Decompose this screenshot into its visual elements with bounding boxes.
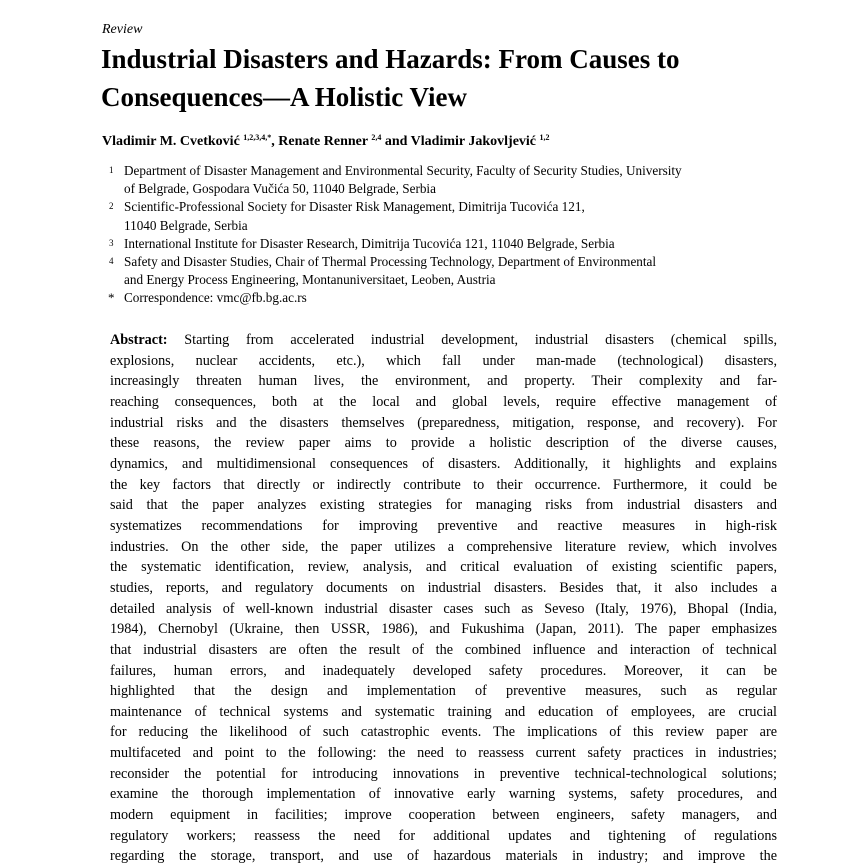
- abstract-line: said that the paper analyzes existing strategies for managing risks from industrial disasters and: [110, 497, 777, 514]
- author-name[interactable]: Vladimir M. Cvetković: [102, 134, 240, 149]
- affiliation-item: [102, 235, 782, 253]
- abstract-label: Abstract:: [110, 332, 168, 348]
- author-name[interactable]: Renate Renner: [278, 134, 368, 149]
- correspondence-email[interactable]: Correspondence: vmc@fb.bg.ac.rs: [124, 290, 307, 306]
- abstract-line: multifaceted and point to the following: the need to reassess current safety practices in industries;: [110, 745, 777, 762]
- abstract-line: regarding the storage, transport, and use of hazardous materials in industry; and improve the: [110, 848, 777, 865]
- author-affiliation-ref: 2,4: [371, 133, 382, 142]
- correspondence-item: [102, 289, 782, 307]
- abstract-line: industrial risks and the disasters themselves (preparedness, mitigation, response, and recovery). For: [110, 414, 777, 431]
- abstract-line: explosions, nuclear accidents, etc.), which fall under man-made (technological) disasters,: [110, 352, 777, 369]
- affiliation-line: Safety and Disaster Studies, Chair of Thermal Processing Technology, Department of Environmental: [124, 254, 657, 270]
- abstract-line: 1984), Chernobyl (Ukraine, then USSR, 1986), and Fukushima (Japan, 2011). The paper emphasizes: [110, 621, 777, 638]
- abstract-line: reaching consequences, both at the local and global levels, require effective management of: [110, 393, 777, 410]
- abstract-line: systematizes recommendations for improving preventive and reactive measures in high-risk: [110, 517, 777, 534]
- affiliation-line: Scientific-Professional Society for Disaster Risk Management, Dimitrija Tucovića 121,: [124, 199, 585, 215]
- abstract-line: industries. On the other side, the paper utilizes a comprehensive literature review, which involves: [110, 538, 777, 555]
- author-list: [102, 133, 550, 151]
- abstract-line: these reasons, the review paper aims to provide a holistic description of the diverse causes,: [110, 435, 777, 452]
- affiliation-marker: 2: [109, 201, 114, 212]
- abstract-line: highlighted that the design and implementation of preventive measures, such as regular: [110, 683, 777, 700]
- affiliation-marker: 1: [109, 165, 114, 175]
- author-affiliation-ref: 1,2,3,4,*: [243, 133, 272, 142]
- abstract: [110, 330, 777, 867]
- author-name[interactable]: Vladimir Jakovljević: [410, 134, 537, 149]
- abstract-line: the systematic identification, review, analysis, and critical evaluation of existing scientific papers,: [110, 559, 777, 576]
- abstract-line: dynamics, and multidimensional consequences of disasters. Additionally, it highlights and explains: [110, 455, 777, 472]
- abstract-line: modern equipment in facilities; improve cooperation between engineers, safety managers, and: [110, 807, 777, 824]
- affiliation-list: [102, 162, 782, 308]
- affiliation-line: International Institute for Disaster Research, Dimitrija Tucovića 121, 11040 Belgrade, Serbia: [124, 235, 615, 251]
- correspondence-marker: *: [108, 290, 115, 306]
- abstract-line: studies, reports, and regulatory documents on industrial disasters. Besides that, it also includes a: [110, 579, 777, 596]
- affiliation-marker: 4: [109, 256, 114, 267]
- abstract-line: the key factors that directly or indirectly contribute to their occurrence. Furthermore, it could be: [110, 476, 777, 493]
- affiliation-line: 11040 Belgrade, Serbia: [124, 217, 248, 233]
- abstract-line: examine the thorough implementation of innovative early warning systems, safety procedures, and: [110, 786, 777, 803]
- affiliation-item: [102, 198, 782, 234]
- abstract-line: increasingly threaten human lives, the environment, and property. Their complexity and far-: [110, 373, 777, 390]
- affiliation-line: of Belgrade, Gospodara Vučića 50, 11040 Belgrade, Serbia: [124, 181, 436, 197]
- author-separator: ,: [271, 134, 279, 149]
- affiliation-line: Department of Disaster Management and Environmental Security, Faculty of Security Studies, University: [124, 163, 682, 178]
- article-type: Review: [102, 22, 143, 37]
- affiliation-item: [102, 162, 782, 198]
- abstract-line: regulatory workers; reassess the need for additional updates and tightening of regulations: [110, 827, 777, 844]
- abstract-line: for reducing the likelihood of such catastrophic events. The implications of this review paper are: [110, 724, 777, 741]
- affiliation-marker: 3: [109, 237, 114, 248]
- abstract-line: reconsider the potential for introducing innovations in preventive technical-technological solutions;: [110, 765, 777, 782]
- affiliation-item: [102, 253, 782, 289]
- author-separator: and: [381, 134, 411, 149]
- abstract-line: failures, human errors, and inadequately developed safety procedures. Moreover, it can be: [110, 662, 777, 679]
- abstract-line: that industrial disasters are often the result of the combined influence and interaction of technical: [110, 641, 777, 658]
- abstract-line: maintenance of technical systems and systematic training and education of employees, are crucial: [110, 703, 777, 720]
- paper-title: [101, 40, 801, 116]
- abstract-line: detailed analysis of well-known industrial disaster cases such as Seveso (Italy, 1976), Bhopal (India,: [110, 600, 777, 617]
- title-line: Industrial Disasters and Hazards: From Causes to: [101, 44, 680, 74]
- affiliation-line: and Energy Process Engineering, Montanuniversitaet, Leoben, Austria: [124, 272, 496, 288]
- author-affiliation-ref: 1,2: [539, 133, 550, 142]
- abstract-line: [110, 330, 777, 351]
- title-line: Consequences—A Holistic View: [101, 82, 468, 112]
- abstract-text: Starting from accelerated industrial development, industrial disasters (chemical spills,: [167, 332, 777, 348]
